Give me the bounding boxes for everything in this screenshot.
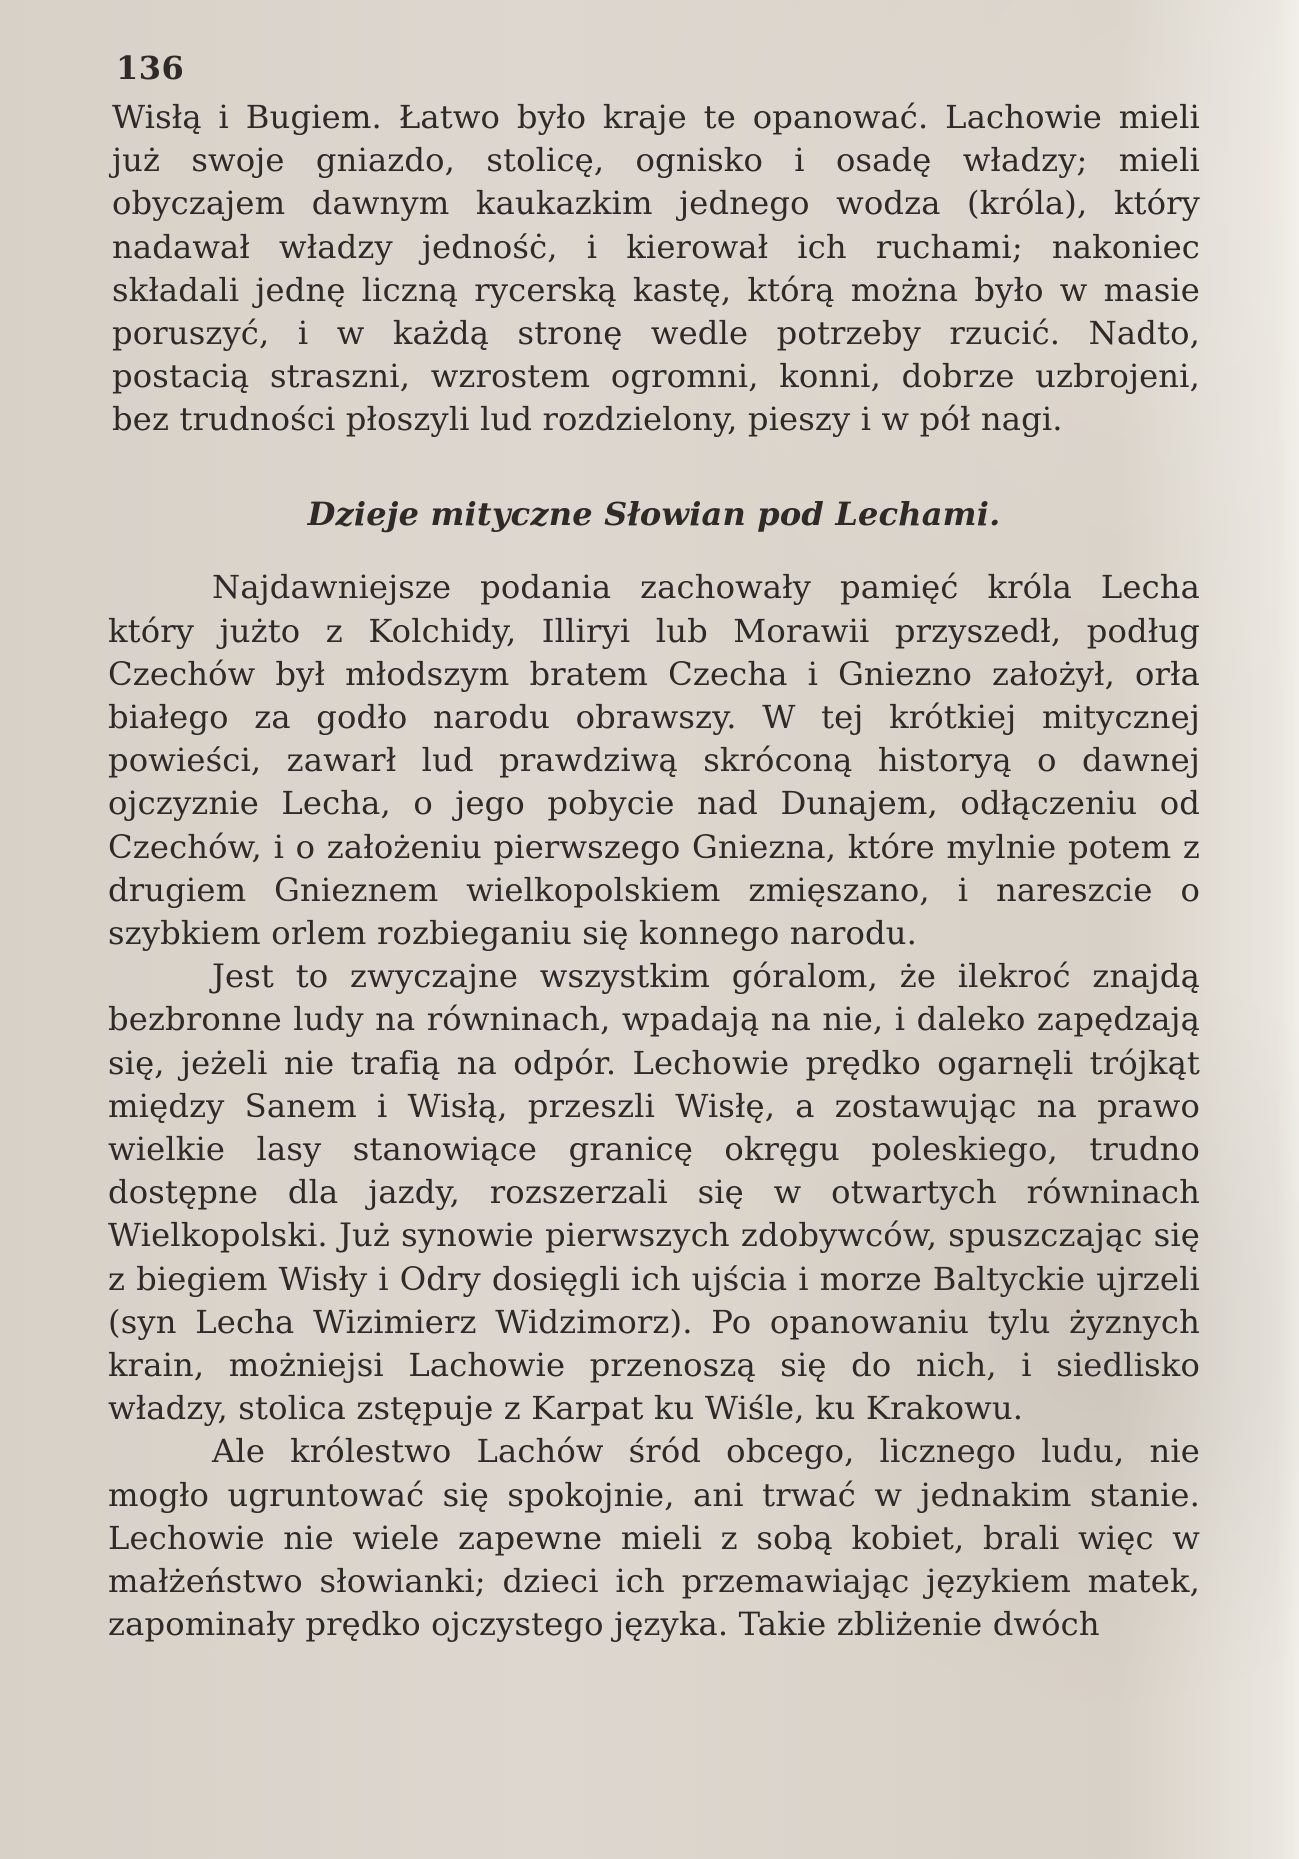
paragraph-1: Najdawniejsze podania zachowały pamięć króla Lecha który jużto z Kolchidy, Illiryi lub Morawii przyszedł, podług Czechów był młodszym bratem Czecha i Gniezno założył, orła białego za godło narodu obrawszy. W tej krótkiej mitycznej powieści, zawarł lud prawdziwą skróconą historyą o dawnej ojczyznie Lecha, o jego pobycie nad Dunajem, odłączeniu od Czechów, i o założeniu pierwszego Gniezna, które mylnie potem z drugiem Gnieznem wielkopolskiem zmięszano, i nareszcie o szybkiem orlem rozbieganiu się konnego narodu. — [108, 568, 1200, 953]
intro-paragraph: Wisłą i Bugiem. Łatwo było kraje te opanować. Lachowie mieli już swoje gniazdo, stolicę, ognisko i osadę władzy; mieli obyczajem dawnym kaukazkim jednego wodza (króla), który nadawał władzy jednośċ, i kierował ich ruchami; nakoniec składali jednę liczną rycerską kastę, którą można było w masie poruszyć, i w każdą stronę wedle potrzeby rzucić. Nadto, postacią straszni, wzrostem ogromni, konni, dobrze uzbrojeni, bez trudności płoszyli lud rozdzielony, pieszy i w pół nagi. — [112, 98, 1200, 439]
section-title: Dzieje mityczne Słowian pod Lechami. — [307, 494, 1001, 533]
page-edge-shadow — [1277, 0, 1299, 1859]
paragraph-3: Ale królestwo Lachów śród obcego, licznego ludu, nie mogło ugruntować się spokojnie, ani trwać w jednakim stanie. Lechowie nie wiele zapewne mieli z sobą kobiet, brali więc w małżeństwo słowianki; dzieci ich przemawiając językiem matek, zapominały prędko ojczystego języka. Takie zbliżenie dwóch — [108, 1432, 1200, 1644]
page-text-column — [108, 96, 1200, 1647]
paragraph-2: Jest to zwyczajne wszystkim góralom, że ilekroć znajdą bezbronne ludy na równinach, wpadają na nie, i daleko zapędzają się, jeżeli nie trafią na odpór. Lechowie prędko ogarnęli trójkąt między Sanem i Wisłą, przeszli Wisłę, a zostawując na prawo wielkie lasy stanowiące granicę okręgu poleskiego, trudno dostępne dla jazdy, rozszerzali się w otwartych równinach Wielkopolski. Już synowie pierwszych zdobywców, spuszczając się z biegiem Wisły i Odry dosięgli ich ujścia i morze Baltyckie ujrzeli (syn Lecha Wizimierz Widzimorz). Po opanowaniu tylu żyznych krain, możniejsi Lachowie przenoszą się do nich, i siedlisko władzy, stolica zstępuje z Karpat ku Wiśle, ku Krakowu. — [108, 957, 1200, 1428]
page-number: 136 — [116, 49, 185, 87]
